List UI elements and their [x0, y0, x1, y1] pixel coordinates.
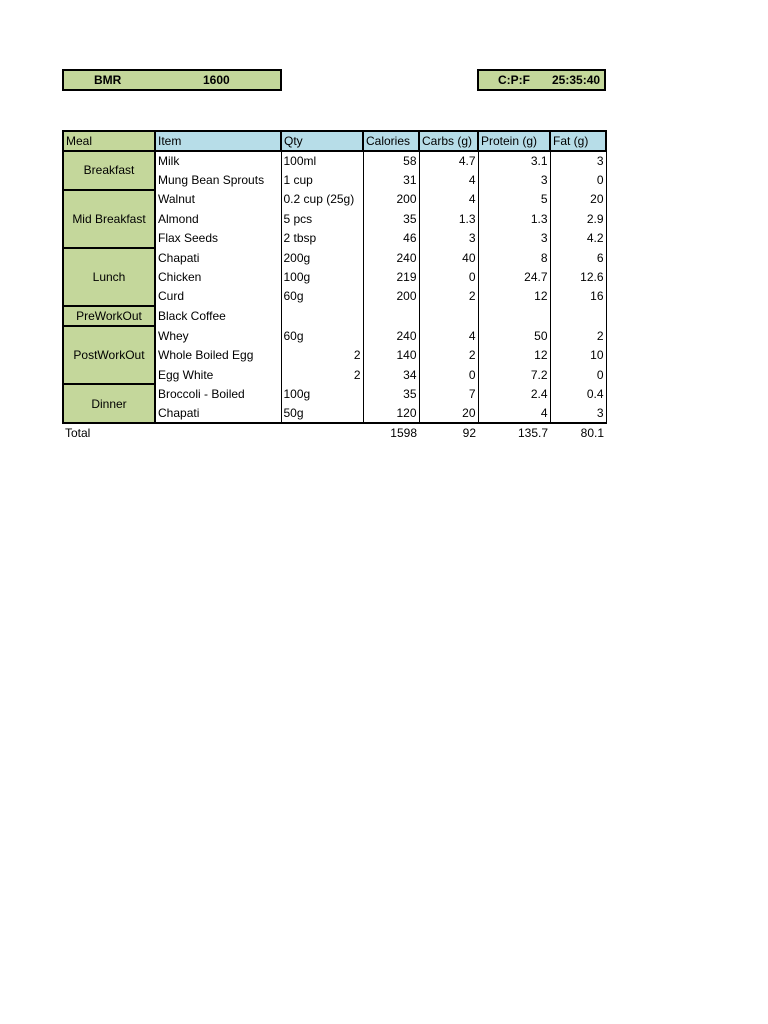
item-qty: 60g: [281, 326, 363, 345]
item-protein: 50: [478, 326, 550, 345]
table-row: [63, 151, 606, 170]
item-calories: 200: [363, 287, 419, 306]
item-carbs: 7: [419, 384, 478, 403]
item-fat: 0: [550, 170, 606, 189]
column-header: Calories: [363, 131, 419, 151]
item-fat: 0.4: [550, 384, 606, 403]
table-row: [63, 384, 606, 403]
table-footer: [63, 423, 606, 442]
item-qty: 50g: [281, 404, 363, 423]
meal-name: Breakfast: [63, 151, 155, 190]
item-qty: 2: [281, 346, 363, 365]
item-fat: 20: [550, 190, 606, 209]
item-carbs: 4: [419, 190, 478, 209]
meal-name: Mid Breakfast: [63, 190, 155, 248]
item-protein: 8: [478, 248, 550, 267]
item-name: Chapati: [155, 248, 281, 267]
total-fat: 80.1: [580, 426, 604, 441]
diet-table: [62, 130, 607, 442]
item-fat: 2: [550, 326, 606, 345]
item-fat: 12.6: [550, 267, 606, 286]
meal-name: Dinner: [63, 384, 155, 423]
item-fat: 3: [550, 404, 606, 423]
item-carbs: 3: [419, 229, 478, 248]
total-label: Total: [65, 426, 91, 441]
column-header: Item: [155, 131, 281, 151]
item-protein: [478, 306, 550, 326]
item-name: Black Coffee: [155, 306, 281, 326]
item-carbs: 20: [419, 404, 478, 423]
item-qty: 0.2 cup (25g): [281, 190, 363, 209]
item-fat: [550, 306, 606, 326]
item-name: Almond: [155, 209, 281, 228]
item-name: Whey: [155, 326, 281, 345]
header-row: [63, 131, 606, 151]
item-qty: 2: [281, 365, 363, 384]
total-calories: 1598: [390, 426, 417, 441]
item-carbs: 4: [419, 326, 478, 345]
item-calories: 58: [363, 151, 419, 170]
item-qty: 100g: [281, 267, 363, 286]
item-name: Mung Bean Sprouts: [155, 170, 281, 189]
item-name: Egg White: [155, 365, 281, 384]
cpf-ratio-box: [477, 69, 606, 91]
column-header: Protein (g): [478, 131, 550, 151]
item-carbs: [419, 306, 478, 326]
item-qty: 5 pcs: [281, 209, 363, 228]
bmr-box: [62, 69, 282, 91]
item-calories: 140: [363, 346, 419, 365]
item-calories: 31: [363, 170, 419, 189]
item-fat: 10: [550, 346, 606, 365]
item-calories: 35: [363, 384, 419, 403]
item-carbs: 4: [419, 170, 478, 189]
item-carbs: 40: [419, 248, 478, 267]
item-name: Chicken: [155, 267, 281, 286]
item-protein: 2.4: [478, 384, 550, 403]
item-name: Curd: [155, 287, 281, 306]
item-protein: 5: [478, 190, 550, 209]
meal-name: Lunch: [63, 248, 155, 306]
item-name: Whole Boiled Egg: [155, 346, 281, 365]
item-fat: 3: [550, 151, 606, 170]
meal-name: PreWorkOut: [63, 306, 155, 326]
item-calories: 120: [363, 404, 419, 423]
item-calories: 240: [363, 248, 419, 267]
item-fat: 16: [550, 287, 606, 306]
item-carbs: 2: [419, 346, 478, 365]
column-header: Qty: [281, 131, 363, 151]
item-carbs: 1.3: [419, 209, 478, 228]
item-calories: 46: [363, 229, 419, 248]
item-protein: 1.3: [478, 209, 550, 228]
item-qty: [281, 306, 363, 326]
item-qty: 100ml: [281, 151, 363, 170]
item-qty: 200g: [281, 248, 363, 267]
item-protein: 12: [478, 287, 550, 306]
total-protein: 135.7: [517, 426, 548, 441]
item-protein: 24.7: [478, 267, 550, 286]
item-protein: 7.2: [478, 365, 550, 384]
table-row: [63, 190, 606, 209]
item-fat: 6: [550, 248, 606, 267]
item-calories: 219: [363, 267, 419, 286]
total-row: [63, 423, 606, 442]
item-calories: 200: [363, 190, 419, 209]
item-name: Walnut: [155, 190, 281, 209]
item-name: Milk: [155, 151, 281, 170]
item-fat: 2.9: [550, 209, 606, 228]
column-header: Fat (g): [550, 131, 606, 151]
item-name: Broccoli - Boiled: [155, 384, 281, 403]
item-protein: 3: [478, 229, 550, 248]
column-header: Carbs (g): [419, 131, 478, 151]
item-calories: 240: [363, 326, 419, 345]
item-fat: 0: [550, 365, 606, 384]
table-header: [63, 131, 606, 151]
item-qty: 2 tbsp: [281, 229, 363, 248]
item-carbs: 0: [419, 267, 478, 286]
item-name: Flax Seeds: [155, 229, 281, 248]
bmr-value: 1600: [203, 73, 230, 87]
item-calories: [363, 306, 419, 326]
item-protein: 3.1: [478, 151, 550, 170]
table-body: [63, 151, 606, 423]
item-calories: 35: [363, 209, 419, 228]
table-row: [63, 248, 606, 267]
item-carbs: 0: [419, 365, 478, 384]
cpf-value: 25:35:40: [552, 73, 601, 87]
item-fat: 4.2: [550, 229, 606, 248]
table-row: [63, 306, 606, 326]
item-carbs: 4.7: [419, 151, 478, 170]
item-carbs: 2: [419, 287, 478, 306]
item-qty: 60g: [281, 287, 363, 306]
table-row: [63, 326, 606, 345]
item-protein: 12: [478, 346, 550, 365]
item-protein: 3: [478, 170, 550, 189]
total-carbs: 92: [462, 426, 476, 441]
item-name: Chapati: [155, 404, 281, 423]
item-calories: 34: [363, 365, 419, 384]
item-qty: 100g: [281, 384, 363, 403]
item-protein: 4: [478, 404, 550, 423]
bmr-label: BMR: [94, 73, 122, 87]
column-header: Meal: [63, 131, 155, 151]
cpf-label: C:P:F: [498, 73, 530, 87]
item-qty: 1 cup: [281, 170, 363, 189]
meal-name: PostWorkOut: [63, 326, 155, 384]
